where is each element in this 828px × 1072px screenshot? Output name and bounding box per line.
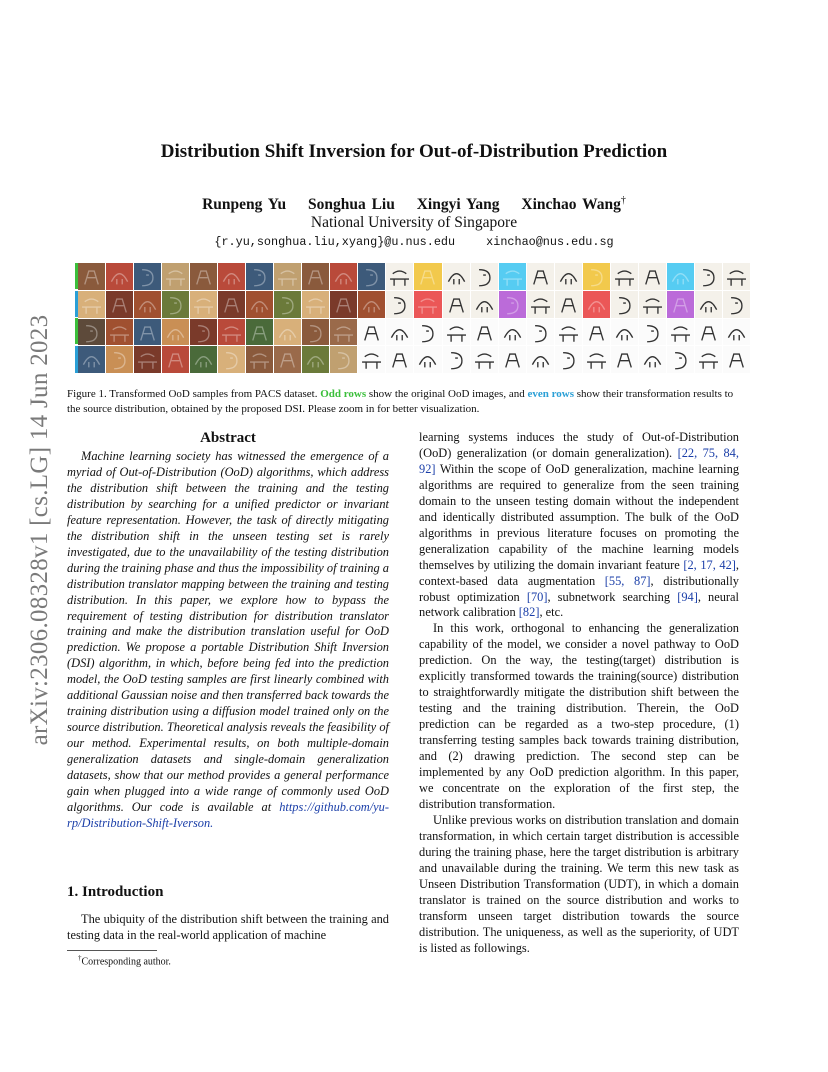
thumbnail-image <box>246 263 273 290</box>
abstract-body: Machine learning society has witnessed the emergence of a myriad of Out-of-Distribution (OoD) algorithms, which address the distribution shift between the training and the testing distribution by searching for a unified predictor or invariant feature representation. However, the task of directly mitigating the distribution shift in the unseen testing set is rarely investigated, due to the unavailability of the testing distribution during the training phase and thus the impossibility of training a distribution translator mapping between the training and testing distribution. In this paper, we explore how to bypass the requirement of testing distribution for distribution translator training and make the distribution translation useful for OoD prediction. We propose a portable Distribution Shift Inversion (DSI) algorithm, in which, before being fed into the prediction model, the OoD testing samples are first linearly combined with additional Gaussian noise and then transferred back towards the training distribution using a diffusion model trained only on the source distribution. Theoretical analysis reveals the feasibility of our method. Experimental results, on both multiple-domain generalization datasets and single-domain generalization datasets, show that our method provides a general performance gain when plugged into a wide range of commonly used OoD algorithms. Our code is available at https://github.com/yu-rp/Distribution-Shift-Iverson. <box>67 449 389 830</box>
thumbnail-image <box>695 291 722 318</box>
thumbnail-image <box>358 346 385 373</box>
author-name: Runpeng Yu <box>202 196 287 214</box>
thumbnail-image <box>162 263 189 290</box>
citation[interactable]: [22, 75, 84, 92] <box>419 445 739 476</box>
paragraph: In this work, orthogonal to enhancing the generalization capability of the model, we consider a novel pathway to OoD prediction. On the way, the testing(target) distribution is explicitly transformed towards the training(source) distribution to straightforwardly mitigate the distribution shift between the testing and the training distribution. Therein, the OoD prediction can be regarded as a two-step procedure, (1) transferring testing samples back towards training distribution, and (2) drawing prediction. The second step can be implemented by any OoD prediction algorithm. In this paper, we concentrate on the exploration of the first step, the distribution transformation. <box>419 621 739 811</box>
email: {r.yu,songhua.liu,xyang}@u.nus.edu <box>214 235 456 249</box>
thumbnail-image <box>555 263 582 290</box>
code-link[interactable]: https://github.com/yu-rp/Distribution-Shift-Iverson. <box>67 799 389 830</box>
thumbnail-image <box>414 291 441 318</box>
thumbnail-image <box>302 346 329 373</box>
thumbnail-image <box>78 291 105 318</box>
thumbnail-image <box>639 319 666 346</box>
figure-1-image-grid <box>78 263 750 373</box>
thumbnail-image <box>246 319 273 346</box>
thumbnail-image <box>555 319 582 346</box>
author-name: Songhua Liu <box>307 196 395 214</box>
thumbnail-image <box>639 346 666 373</box>
paper-title: Distribution Shift Inversion for Out-of-Distribution Prediction <box>160 141 668 162</box>
thumbnail-image <box>443 319 470 346</box>
thumbnail-image <box>611 319 638 346</box>
thumbnail-image <box>471 319 498 346</box>
citation[interactable]: [2, 17, 42] <box>683 557 736 572</box>
footnote: †Corresponding author. <box>78 954 171 968</box>
thumbnail-image <box>611 263 638 290</box>
thumbnail-image <box>302 319 329 346</box>
thumbnail-image <box>190 346 217 373</box>
thumbnail-image <box>134 291 161 318</box>
thumbnail-image <box>134 263 161 290</box>
thumbnail-image <box>583 291 610 318</box>
thumbnail-image <box>274 291 301 318</box>
thumbnail-image <box>78 346 105 373</box>
citation[interactable]: [82] <box>518 605 540 620</box>
thumbnail-image <box>723 291 750 318</box>
corresponding-mark: † <box>620 195 626 206</box>
paragraph: learning systems induces the study of Out-of-Distribution (OoD) generalization (or domain generalization). [22, 75, 84, 92] Within the scope of OoD generalization, machine learning algorithms are required to generalize from the seen training domain to the unseen testing domain without the independent and identically distributed assumption. The bulk of the OoD algorithms in previous literature focuses on promoting the generalization capability of the machine learning models themselves by utilizing the domain invariant feature [2, 17, 42], context-based data augmentation [55, 87], distributionally robust optimization [70], subnetwork searching [94], neural network calibration [82], etc. <box>419 430 740 620</box>
thumbnail-image <box>218 291 245 318</box>
thumbnail-image <box>134 319 161 346</box>
thumbnail-image <box>555 346 582 373</box>
thumbnail-image <box>218 263 245 290</box>
thumbnail-image <box>386 319 413 346</box>
thumbnail-image <box>358 263 385 290</box>
thumbnail-image <box>302 263 329 290</box>
thumbnail-image <box>162 346 189 373</box>
thumbnail-image <box>330 263 357 290</box>
image-grid <box>78 263 750 373</box>
author-list <box>0 195 828 214</box>
thumbnail-image <box>443 263 470 290</box>
thumbnail-image <box>106 319 133 346</box>
thumbnail-image <box>330 291 357 318</box>
thumbnail-image <box>667 263 694 290</box>
thumbnail-image <box>499 263 526 290</box>
thumbnail-image <box>471 346 498 373</box>
thumbnail-image <box>611 291 638 318</box>
email-list <box>0 235 828 249</box>
figure-caption: Figure 1. Transformed OoD samples from PACS dataset. Odd rows show the original OoD images, and even rows show their transformation results to the source distribution, obtained by the proposed DSI. Please zoom in for better visualization. <box>67 388 734 415</box>
affiliation: National University of Singapore <box>310 214 518 231</box>
thumbnail-image <box>639 263 666 290</box>
thumbnail-image <box>78 263 105 290</box>
citation[interactable]: [55, 87] <box>604 573 651 588</box>
thumbnail-image <box>583 319 610 346</box>
thumbnail-image <box>527 319 554 346</box>
thumbnail-image <box>499 346 526 373</box>
thumbnail-image <box>134 346 161 373</box>
thumbnail-image <box>695 319 722 346</box>
thumbnail-image <box>583 263 610 290</box>
thumbnail-image <box>190 319 217 346</box>
thumbnail-image <box>499 319 526 346</box>
thumbnail-image <box>106 291 133 318</box>
thumbnail-image <box>667 291 694 318</box>
thumbnail-image <box>386 346 413 373</box>
thumbnail-image <box>106 263 133 290</box>
thumbnail-image <box>555 291 582 318</box>
thumbnail-image <box>639 291 666 318</box>
thumbnail-image <box>246 291 273 318</box>
thumbnail-image <box>471 291 498 318</box>
thumbnail-image <box>274 346 301 373</box>
thumbnail-image <box>302 291 329 318</box>
thumbnail-image <box>471 263 498 290</box>
thumbnail-image <box>218 319 245 346</box>
abstract-heading: Abstract <box>200 430 256 446</box>
thumbnail-image <box>358 291 385 318</box>
thumbnail-image <box>78 319 105 346</box>
intro-paragraph: The ubiquity of the distribution shift between the training and testing data in the real-world application of machine <box>67 912 389 942</box>
thumbnail-image <box>611 346 638 373</box>
thumbnail-image <box>695 346 722 373</box>
thumbnail-image <box>443 291 470 318</box>
thumbnail-image <box>414 346 441 373</box>
arxiv-stamp <box>22 290 58 770</box>
thumbnail-image <box>527 291 554 318</box>
footnote-rule <box>67 950 157 951</box>
thumbnail-image <box>583 346 610 373</box>
author-name: Xingyi Yang <box>416 196 500 214</box>
thumbnail-image <box>106 346 133 373</box>
thumbnail-image <box>443 346 470 373</box>
right-column <box>419 430 739 956</box>
thumbnail-image <box>246 346 273 373</box>
thumbnail-image <box>695 263 722 290</box>
citation[interactable]: [70] <box>526 589 548 604</box>
thumbnail-image <box>190 263 217 290</box>
even-rows-label: even rows <box>527 388 575 400</box>
thumbnail-image <box>499 291 526 318</box>
thumbnail-image <box>723 263 750 290</box>
thumbnail-image <box>274 319 301 346</box>
thumbnail-image <box>162 319 189 346</box>
thumbnail-image <box>190 291 217 318</box>
author-name: Xinchao Wang† <box>521 195 626 214</box>
thumbnail-image <box>723 319 750 346</box>
thumbnail-image <box>414 319 441 346</box>
section-heading-introduction: 1. Introduction <box>67 884 164 900</box>
thumbnail-image <box>330 346 357 373</box>
email: xinchao@nus.edu.sg <box>486 235 614 249</box>
thumbnail-image <box>358 319 385 346</box>
paragraph: Unlike previous works on distribution translation and domain transformation, in which certain target distribution is accessible during the training phase, here the target distribution is arbitrary and unavailable during the training. We term this new task as Unseen Distribution Transformation (UDT), in which a domain translator is trained on the source distribution and works to transform unseen target distribution towards the source distribution. The uniqueness, as well as the superiority, of UDT is listed as followings. <box>419 812 739 955</box>
thumbnail-image <box>414 263 441 290</box>
thumbnail-image <box>386 263 413 290</box>
thumbnail-image <box>274 263 301 290</box>
thumbnail-image <box>162 291 189 318</box>
odd-rows-label: Odd rows <box>320 388 367 400</box>
thumbnail-image <box>330 319 357 346</box>
thumbnail-image <box>218 346 245 373</box>
thumbnail-image <box>723 346 750 373</box>
thumbnail-image <box>527 346 554 373</box>
thumbnail-image <box>667 319 694 346</box>
citation[interactable]: [94] <box>677 589 698 604</box>
thumbnail-image <box>386 291 413 318</box>
arxiv-stamp-text: arXiv:2306.08328v1 [cs.LG] 14 Jun 2023 <box>26 314 53 746</box>
thumbnail-image <box>527 263 554 290</box>
thumbnail-image <box>667 346 694 373</box>
